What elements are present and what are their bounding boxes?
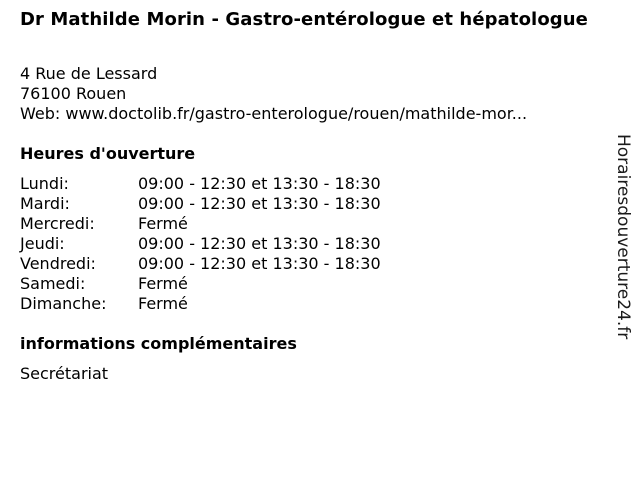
page-title: Dr Mathilde Morin - Gastro-entérologue et hépatologue xyxy=(20,9,588,30)
hours-row-tuesday xyxy=(20,194,381,214)
day-label: Jeudi: xyxy=(20,234,65,253)
hours-row-wednesday xyxy=(20,214,381,234)
hours-row-sunday xyxy=(20,294,381,314)
hours-value: Fermé xyxy=(138,214,188,233)
day-label: Dimanche: xyxy=(20,294,107,313)
opening-hours-table xyxy=(20,174,381,314)
hours-value: 09:00 - 12:30 et 13:30 - 18:30 xyxy=(138,234,381,253)
hours-value: Fermé xyxy=(138,274,188,293)
day-label: Lundi: xyxy=(20,174,69,193)
hours-value: 09:00 - 12:30 et 13:30 - 18:30 xyxy=(138,194,381,213)
site-watermark: Horairesdouverture24.fr xyxy=(613,134,633,340)
address-block xyxy=(20,64,610,124)
day-label: Vendredi: xyxy=(20,254,96,273)
hours-value: 09:00 - 12:30 et 13:30 - 18:30 xyxy=(138,254,381,273)
hours-value: Fermé xyxy=(138,294,188,313)
hours-row-thursday xyxy=(20,234,381,254)
opening-hours-heading: Heures d'ouverture xyxy=(20,144,196,163)
day-label: Mercredi: xyxy=(20,214,95,233)
day-label: Mardi: xyxy=(20,194,70,213)
website-link[interactable]: Web: www.doctolib.fr/gastro-enterologue/rouen/mathilde-mor... xyxy=(20,104,528,123)
day-label: Samedi: xyxy=(20,274,86,293)
hours-value: 09:00 - 12:30 et 13:30 - 18:30 xyxy=(138,174,381,193)
street-address: 4 Rue de Lessard xyxy=(20,64,158,83)
hours-row-friday xyxy=(20,254,381,274)
additional-info-heading: informations complémentaires xyxy=(20,334,297,353)
city-postcode: 76100 Rouen xyxy=(20,84,127,103)
additional-info-text: Secrétariat xyxy=(20,364,109,383)
hours-row-monday xyxy=(20,174,381,194)
hours-row-saturday xyxy=(20,274,381,294)
